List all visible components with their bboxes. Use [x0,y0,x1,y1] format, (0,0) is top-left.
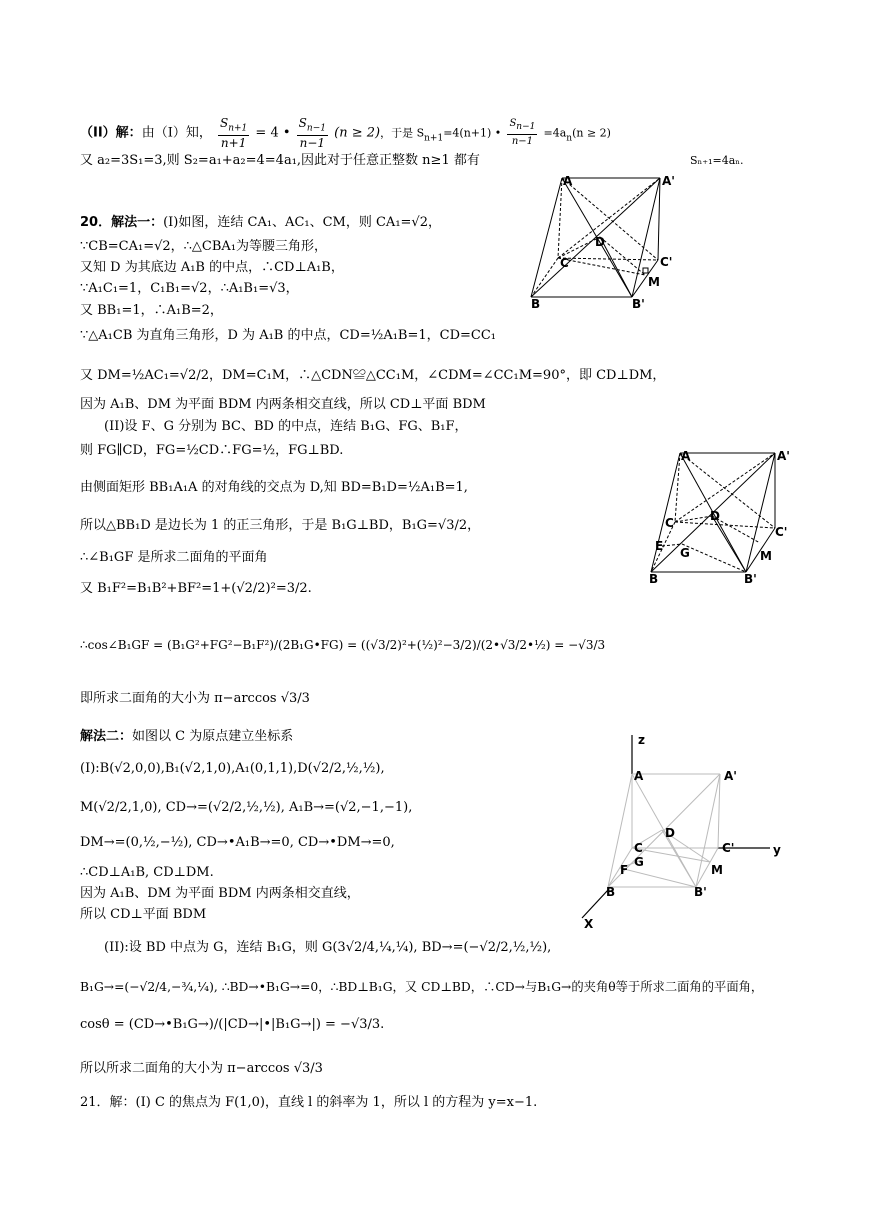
m2-line-7: 所以 CD⊥平面 BDM [80,907,207,922]
m2-line-5: ∴CD⊥A₁B, CD⊥DM. [80,865,214,880]
label-B: B [531,297,541,310]
text: =4(n+1) • [443,126,502,140]
p20-line-15: ∴cos∠B₁GF = (B₁G²+FG²−B₁F²)/(2B₁G•FG) = ((√3/2)²+(½)²−3/2)/(2•√3/2•½) = −√3/3 [80,638,606,652]
line-2-result: Sₙ₊₁=4aₙ. [690,154,744,167]
label-A: A [563,174,573,188]
p20-line-5: 又 BB₁=1，∴A₁B=2， [80,303,223,318]
p20-line-13: ∴∠B₁GF 是所求二面角的平面角 [80,550,268,565]
label-G: G [634,855,644,869]
label-C1: C' [775,525,788,539]
label-B: B [606,885,616,899]
text: (I)如图，连结 CA₁、AC₁、CM，则 CA₁=√2， [163,215,441,230]
p20-line-2: ∵CB=CA₁=√2，∴△CBA₁为等腰三角形， [80,239,328,254]
m2-line-9: B₁G→=(−√2/4,−¾,¼), ∴BD→•B₁G→=0，∴BD⊥B₁G，又 CD⊥BD，∴CD→与B₁G→的夹角θ等于所求二面角的平面角， [80,980,764,994]
label-A1: A' [724,769,737,783]
fraction: $\frac{S_{n-1}}{n-1}$ [509,118,536,148]
label-B1: B' [632,297,645,310]
p21-line-1: 21．解：(I) C 的焦点为 F(1,0)，直线 l 的斜率为 1，所以 l 的方程为 y=x−1. [80,1095,538,1110]
label-D: D [710,509,720,523]
m2-line-10: cosθ = (CD→•B₁G→)/(|CD→|•|B₁G→|) = −√3/3. [80,1017,385,1032]
m2-line-6: 因为 A₁B、DM 为平面 BDM 内两条相交直线， [80,886,360,901]
text: = 4 • [255,125,291,141]
p20-line-12: 所以△BB₁D 是边长为 1 的正三角形，于是 B₁G⊥BD，B₁G=√3/2， [80,518,481,533]
m2-line-3: M(√2/2,1,0), CD→=(√2/2,½,½), A₁B→=(√2,−1,−1), [80,800,413,815]
p20-line-8: 因为 A₁B、DM 为平面 BDM 内两条相交直线，所以 CD⊥平面 BDM [80,397,486,412]
p20-line-9: (II)设 F、G 分别为 BC、BD 的中点，连结 B₁G、FG、B₁F， [104,419,468,434]
m2-line-11: 所以所求二面角的大小为 π−arccos √3/3 [80,1061,323,1076]
text: ，于是 S [380,126,425,140]
fraction: $\frac{S_{n-1}}{n-1}$ [298,116,326,151]
label-C1: C' [722,841,735,855]
label-A1: A' [777,449,790,463]
figure-prism-1 [520,165,690,310]
method-2-heading: 解法二： [80,729,133,744]
text: =4a [543,126,567,140]
m2-line-1 [80,728,293,746]
m2-line-8: (II):设 BD 中点为 G，连结 B₁G，则 G(3√2/4,¼,¼), BD→=(−√2/2,½,½), [104,940,552,955]
label-C: C [665,516,674,530]
p20-line-4: ∵A₁C₁=1，C₁B₁=√2，∴A₁B₁=√3， [80,281,299,296]
label-C1: C' [660,255,673,269]
label-F: F [620,863,629,877]
text: (n ≥ 2) [334,125,381,141]
line-2: 又 a₂=3S₁=3,则 S₂=a₁+a₂=4=4a₁,因此对于任意正整数 n≥1 都有 [80,153,480,168]
m2-line-2: (I):B(√2,0,0),B₁(√2,1,0),A₁(0,1,1),D(√2/2,½,½), [80,761,385,776]
label-E: E [655,539,664,553]
label-M: M [711,863,723,877]
label-A1: A' [662,174,675,188]
text: 由（I）知， [141,125,212,141]
label-C: C [560,256,569,270]
figure-prism-2 [640,440,800,585]
label-D: D [595,235,605,249]
label-A: A [681,449,691,463]
axis-x-label: X [584,917,594,930]
p20-line-14: 又 B₁F²=B₁B²+BF²=1+(√2/2)²=3/2. [80,581,312,596]
p20-line-6: ∵△A₁CB 为直角三角形，D 为 A₁B 的中点，CD=½A₁B=1，CD=CC₁ [80,328,497,343]
label-A: A [634,769,644,783]
part-ii-label: （II）解： [80,125,142,141]
p20-line-7: 又 DM=½AC₁=√2/2，DM=C₁M，∴△CDN≌△CC₁M，∠CDM=∠CC₁M=90°，即 CD⊥DM， [80,368,666,383]
p20-line-1 [80,214,441,232]
text: (n ≥ 2) [572,126,611,140]
p20-line-11: 由侧面矩形 BB₁A₁A 的对角线的交点为 D,知 BD=B₁D=½A₁B=1, [80,480,468,495]
p20-line-10: 则 FG∥CD，FG=½CD∴FG=½，FG⊥BD. [80,443,344,458]
label-B1: B' [744,572,757,585]
p20-heading: 20．解法一： [80,215,164,230]
axis-y-label: y [773,843,781,857]
fraction: $\frac{S_{n+1}}{n+1}$ [219,116,248,151]
label-M: M [648,275,660,289]
label-D: D [665,826,675,840]
m2-line-4: DM→=(0,½,−½), CD→•A₁B→=0, CD→•DM→=0, [80,835,395,850]
line-1: （II）解：由（I）知， $\frac{S_{n+1}}{n+1}$ = 4 • $\frac{S_{n-1}}{n-1}$ (n ≥ 2)，于是 $S_{n+1}=4(n+1)$ • $\frac{S_{n-1}}{n-1}$ $=4a_n(n \ge 2)$ [80,116,611,151]
axis-z-label: z [638,733,645,747]
figure-coordinate-system [570,730,790,930]
label-B1: B' [694,885,707,899]
text: 如图以 C 为原点建立坐标系 [132,729,294,744]
label-M: M [760,549,772,563]
p20-line-3: 又知 D 为其底边 A₁B 的中点，∴CD⊥A₁B， [80,260,344,275]
label-C: C [634,841,643,855]
label-B: B [649,572,659,585]
label-G: G [680,546,690,560]
p20-line-16: 即所求二面角的大小为 π−arccos √3/3 [80,691,310,706]
